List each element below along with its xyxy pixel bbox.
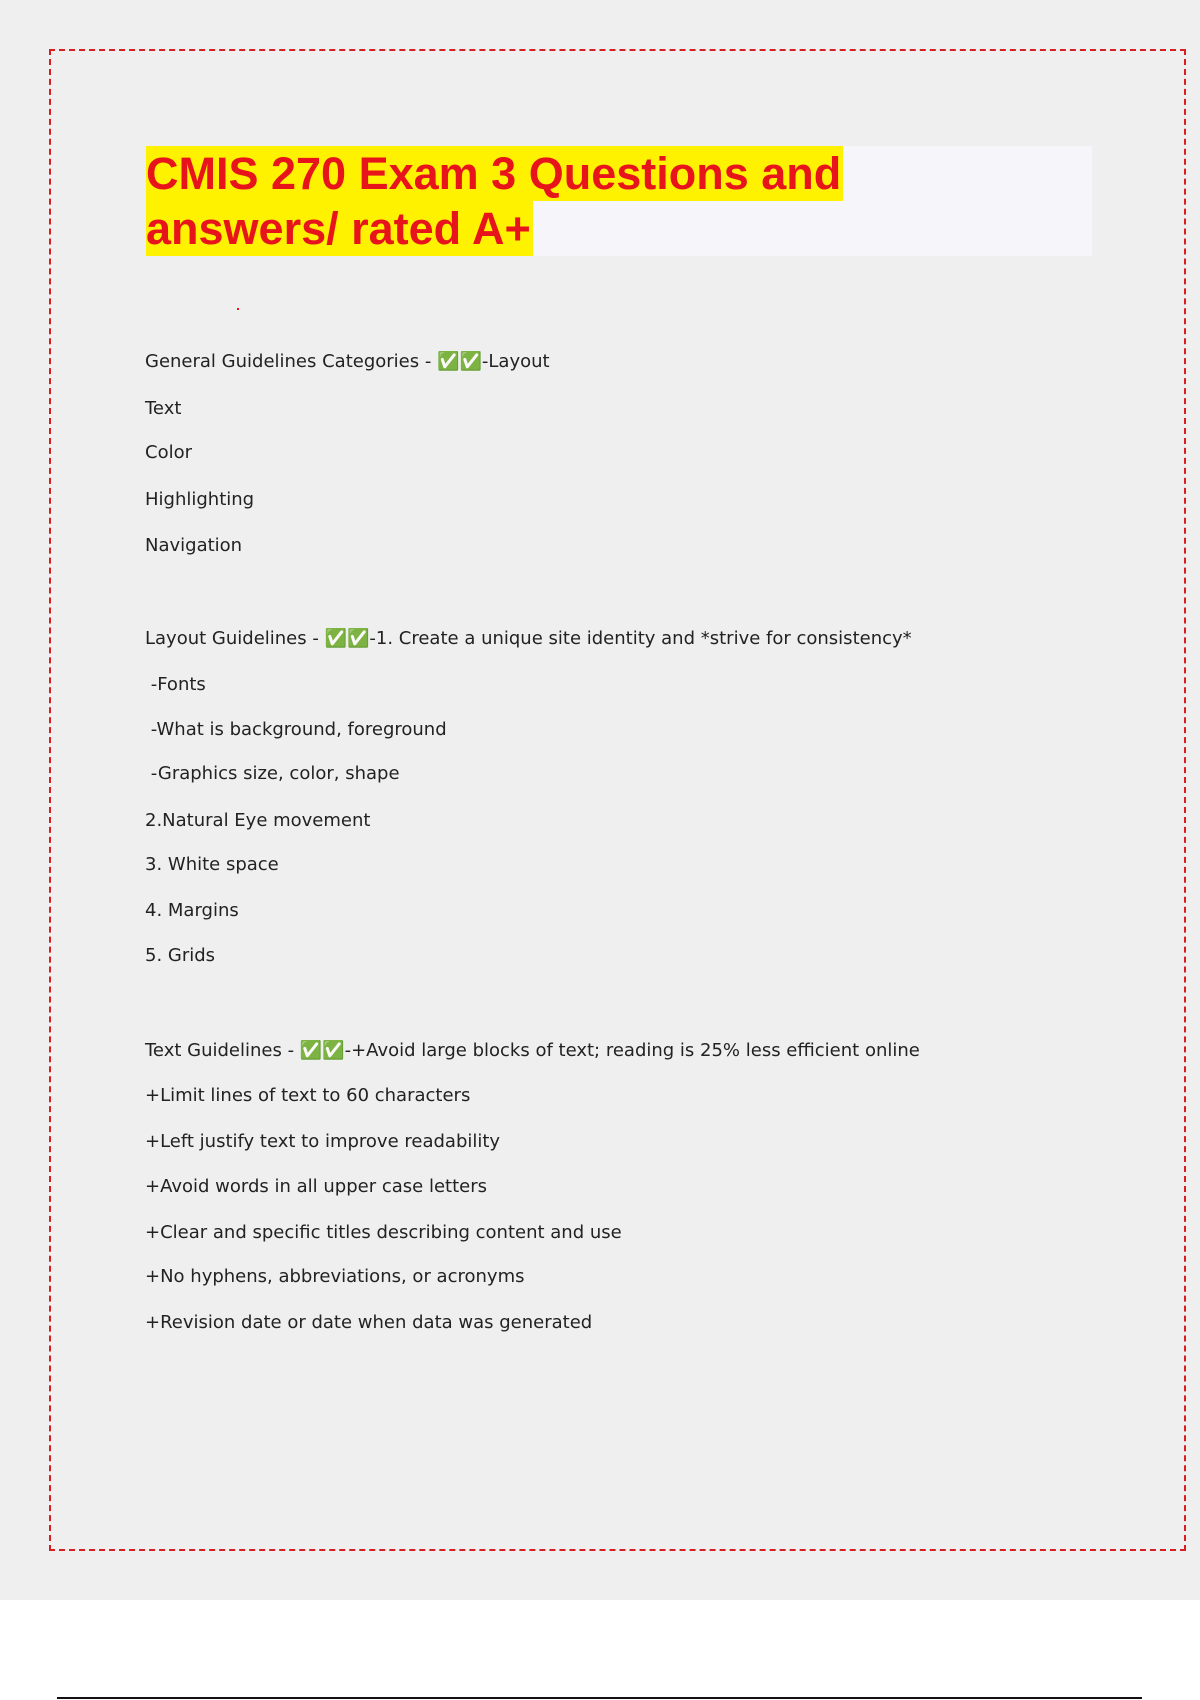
body-line: +No hyphens, abbreviations, or acronyms (145, 1266, 525, 1287)
body-line: Text (145, 398, 182, 419)
body-line: Highlighting (145, 489, 255, 510)
body-line: 3. White space (145, 854, 279, 875)
body-line: -Graphics size, color, shape (145, 763, 400, 784)
body-line: Text Guidelines - ✅✅-+Avoid large blocks of text; reading is 25% less efficient online (145, 1040, 920, 1061)
red-dot-mark (237, 308, 239, 310)
document-title (146, 146, 1092, 256)
body-line: 4. Margins (145, 900, 239, 921)
body-line: 5. Grids (145, 945, 216, 966)
body-line: Color (145, 442, 192, 463)
body-line: Navigation (145, 535, 243, 556)
body-line: +Clear and specific titles describing content and use (145, 1222, 622, 1243)
body-line: 2.Natural Eye movement (145, 810, 371, 831)
body-line: -What is background, foreground (145, 719, 447, 740)
body-line: +Avoid words in all upper case letters (145, 1176, 487, 1197)
body-line: +Left justify text to improve readability (145, 1131, 501, 1152)
body-line: +Limit lines of text to 60 characters (145, 1085, 471, 1106)
body-line: Layout Guidelines - ✅✅-1. Create a unique site identity and *strive for consistency* (145, 628, 912, 649)
footer-rule (57, 1697, 1142, 1699)
body-line: General Guidelines Categories - ✅✅-Layout (145, 351, 550, 372)
body-line: +Revision date or date when data was generated (145, 1312, 593, 1333)
body-line: -Fonts (145, 674, 206, 695)
title-line-1: CMIS 270 Exam 3 Questions and (146, 148, 842, 199)
title-line-2: answers/ rated A+ (146, 203, 531, 254)
